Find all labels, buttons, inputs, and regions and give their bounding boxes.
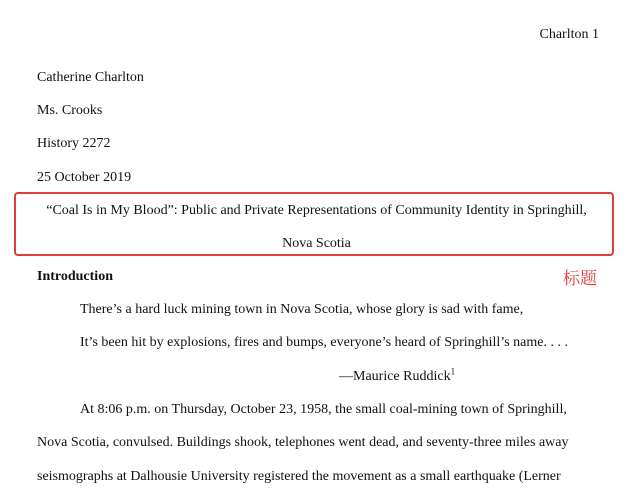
body-line-3: seismographs at Dalhousie University registered the movement as a small earthquake (Lerner [37,469,561,484]
title-line-1: “Coal Is in My Blood”: Public and Private Representations of Community Identity in Springhill, [46,203,587,218]
epigraph-line-2: It’s been hit by explosions, fires and bumps, everyone’s heard of Springhill’s name. . . . [80,335,568,350]
paper-date: 25 October 2019 [37,170,132,185]
attribution-text: —Maurice Ruddick [339,369,451,384]
author-name: Catherine Charlton [37,70,144,85]
title-annotation-label: 标题 [563,269,597,289]
body-line-2: Nova Scotia, convulsed. Buildings shook, telephones went dead, and seventy-three miles away [37,435,569,450]
footnote-marker[interactable]: 1 [450,366,456,377]
section-heading: Introduction [37,269,113,284]
epigraph-line-1: There’s a hard luck mining town in Nova Scotia, whose glory is sad with fame, [80,302,524,317]
body-line-1: At 8:06 p.m. on Thursday, October 23, 1958, the small coal-mining town of Springhill, [80,402,567,417]
running-head: Charlton 1 [539,27,599,42]
instructor-name: Ms. Crooks [37,103,103,118]
epigraph-attribution [339,366,456,384]
course-name: History 2272 [37,136,111,151]
title-line-2: Nova Scotia [282,236,351,251]
